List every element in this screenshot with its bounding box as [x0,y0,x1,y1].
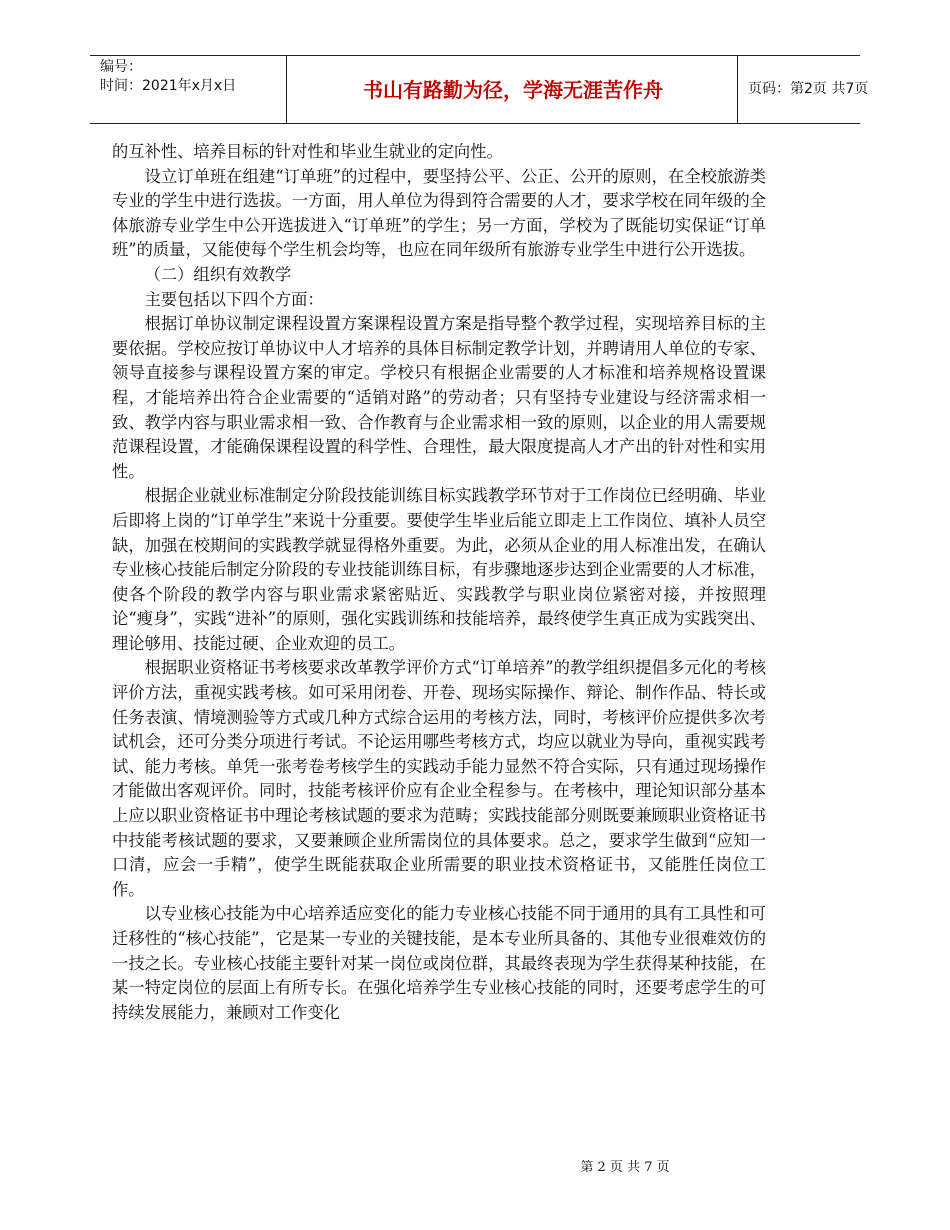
paragraph-continuation: 的互补性、培养目标的针对性和毕业生就业的定向性。 [112,142,503,161]
header-left-cell [90,56,286,123]
paragraph: 根据企业就业标准制定分阶段技能训练目标实践教学环节对于工作岗位已经明确、毕业后即将上岗的“订单学生”来说十分重要。要使学生毕业后能立即走上工作岗位、填补人员空缺，加强在校期间的实践教学就显得格外重要。为此，必须从企业的用人标准出发，在确认专业核心技能后制定分阶段的专业技能训练目标，有步骤地逐步达到企业需要的人才标准，使各个阶段的教学内容与职业需求紧密贴近、实践教学与职业岗位紧密对接，并按照理论“瘦身”，实践“进补”的原则，强化实践训练和技能培养，最终使学生真正成为实践突出、理论够用、技能过硬、企业欢迎的员工。 [112,486,766,653]
header-middle-cell [286,56,738,123]
header-table [90,55,869,124]
header-right-cell [738,56,869,123]
paragraph: 根据订单协议制定课程设置方案课程设置方案是指导整个教学过程，实现培养目标的主要依据。学校应按订单协议中人才培养的具体目标制定教学计划，并聘请用人单位的专家、领导直接参与课程设置方案的审定。学校只有根据企业需要的人才标准和培养规格设置课程，才能培养出符合企业需要的“适销对路”的劳动者；只有坚持专业建设与经济需求相一致、教学内容与职业需求相一致、合作教育与企业需求相一致的原则，以企业的用人需要规范课程设置，才能确保课程设置的科学性、合理性，最大限度提高人才产出的针对性和实用性。 [112,314,766,481]
paragraph: 以专业核心技能为中心培养适应变化的能力专业核心技能不同于通用的具有工具性和可迁移性的“核心技能”，它是某一专业的关键技能，是本专业所具备的、其他专业很难效仿的一技之长。专业核心技能主要针对某一岗位或岗位群，其最终表现为学生获得某种技能，在某一特定岗位的层面上有所专长。在强化培养学生专业核心技能的同时，还要考虑学生的可持续发展能力，兼顾对工作变化 [112,904,766,1022]
document-code-label: 编号： [100,59,142,75]
document-date-label: 时间：2021年x月x日 [100,78,237,94]
page-footer [0,1160,950,1176]
paragraph: 设立订单班在组建“订单班”的过程中，要坚持公平、公正、公开的原则，在全校旅游类专业的学生中进行选拔。一方面，用人单位为得到符合需要的人才，要求学校在同年级的全体旅游专业学生中公开选拔进入“订单班”的学生；另一方面，学校为了既能切实保证“订单班”的质量，又能使每个学生机会均等，也应在同年级所有旅游专业学生中进行公开选拔。 [112,166,766,260]
document-body [112,140,766,1025]
paragraph: 主要包括以下四个方面： [144,289,324,309]
header-page-info: 页码：第2页 共7页 [748,81,869,97]
footer-page-number: 第 2 页 共 7 页 [580,1160,670,1175]
section-heading: （二）组织有效教学 [144,264,292,284]
header-motto: 书山有路勤为径，学海无涯苦作舟 [363,78,663,102]
paragraph: 根据职业资格证书考核要求改革教学评价方式“订单培养”的教学组织提倡多元化的考核评价方法，重视实践考核。如可采用闭卷、开卷、现场实际操作、辩论、制作作品、特长或任务表演、情境测验等方式或几种方式综合运用的考核方法，同时，考核评价应提供多次考试机会，还可分类分项进行考试。不论运用哪些考核方式，均应以就业为导向，重视实践考试、能力考核。单凭一张考卷考核学生的实践动手能力显然不符合实际，只有通过现场操作才能做出客观评价。同时，技能考核评价应有企业全程参与。在考核中，理论知识部分基本上应以职业资格证书中理论考核试题的要求为范畴；实践技能部分则既要兼顾职业资格证书中技能考核试题的要求，又要兼顾企业所需岗位的具体要求。总之，要求学生做到“应知一口清，应会一手精”，使学生既能获取企业所需要的职业技术资格证书，又能胜任岗位工作。 [112,658,766,899]
